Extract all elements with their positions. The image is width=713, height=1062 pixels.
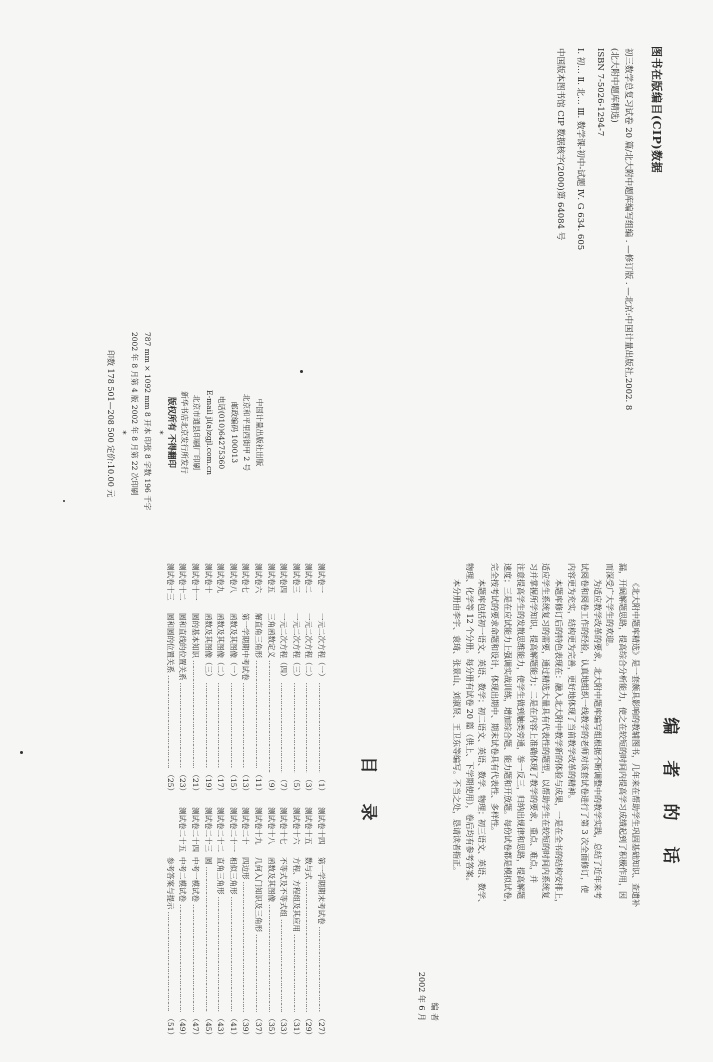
toc-entry bbox=[239, 563, 252, 795]
toc-entry-page: （41） bbox=[228, 1014, 238, 1039]
toc-leader-dots bbox=[201, 867, 214, 1013]
toc-entry bbox=[264, 807, 277, 1039]
preface-line: 本题库包括初一语文、英语、数学；初二语文、英语、数学、物理；初三语文、英语、数学、 bbox=[477, 579, 487, 907]
toc-entry-page: （11） bbox=[254, 770, 264, 795]
toc-entry-number: 测试卷十九 bbox=[254, 807, 264, 845]
preface-line: 而深受广大学生的欢迎。 bbox=[605, 563, 615, 651]
toc-entry bbox=[188, 807, 201, 1039]
imprint-line: 电话(010)64275360 bbox=[217, 395, 227, 470]
toc-entry bbox=[226, 563, 239, 795]
preface-line: 本分册由李宇、袁琦、张景山、刘淑贤、王卫东等编写。不当之处，恳请读者指正。 bbox=[451, 579, 461, 875]
toc-leader-dots bbox=[163, 912, 176, 1013]
toc-entry-page: （15） bbox=[228, 770, 238, 795]
toc-entry-number: 测试卷二 bbox=[304, 563, 314, 593]
toc-leader-dots bbox=[264, 660, 277, 773]
cip-line: 中国版本图书馆 CIP 数据核字(2000)第 64084 号 bbox=[555, 48, 565, 241]
separator-star: * bbox=[155, 430, 164, 435]
toc-leader-dots bbox=[289, 683, 302, 774]
preface-line: 习并掌握所学知识，提高解题能力；二是在内容上准确体现了教学的要求，重点、难点，并 bbox=[528, 563, 538, 883]
toc-entry-number: 测试卷十 bbox=[203, 563, 213, 593]
toc-entry-page: （31） bbox=[291, 1014, 301, 1039]
preface-toc-page bbox=[0, 545, 713, 1062]
toc-entry bbox=[201, 807, 214, 1039]
toc-entry bbox=[176, 563, 189, 795]
preface-line: 速度；三是在应试能力上强调实战训练，增加综合题、能力题和开放题。每份试卷都是模拟试卷， bbox=[503, 563, 513, 907]
toc-entry-page: （7） bbox=[279, 775, 289, 795]
toc-leader-dots bbox=[239, 882, 252, 1013]
preface-title: 编者的话 bbox=[660, 717, 680, 890]
toc-entry-number: 测试卷十五 bbox=[304, 807, 314, 845]
toc-entry-number: 测试卷十七 bbox=[279, 807, 289, 845]
toc-entry-title: 方程、方程组及其应用 bbox=[291, 857, 301, 932]
toc-entry-number: 测试卷二十三 bbox=[203, 807, 213, 852]
preface-body bbox=[415, 563, 641, 1035]
toc-leader-dots bbox=[314, 927, 327, 1013]
scan-speck bbox=[300, 370, 303, 373]
toc-column-right bbox=[163, 807, 327, 1039]
toc-entry bbox=[163, 563, 176, 795]
toc-entry-title: 一元二次方程（四） bbox=[279, 613, 289, 681]
preface-line: 为适应教学改革的要求，北大附中题库编写组根据不断调整中的教学实践，总结了近年来考 bbox=[592, 579, 602, 899]
toc-entry-number: 测试卷九 bbox=[216, 563, 226, 593]
preface-line: 试阅卷和阅卷工作的经验，认真地组织一线教学的老师对该套试卷进行了第 3 次全面修订，使 bbox=[579, 563, 589, 894]
imprint-block bbox=[104, 330, 266, 535]
preface-line: 本题库修订后的特色表现在：融入北大附中教学新的体验与成果，一是在全书的结构安排上， bbox=[554, 579, 564, 907]
rights-notice: 版权所有 不得翻印 bbox=[166, 397, 177, 468]
toc-entry bbox=[176, 807, 189, 1039]
toc-entry-title: 圆的基本知识 bbox=[191, 613, 201, 658]
imprint-line: E-mail jl(a)zgjl.com.cn bbox=[205, 389, 214, 476]
toc-entry-page: （21） bbox=[191, 770, 201, 795]
toc-entry-title: 不等式及不等式组 bbox=[279, 857, 289, 917]
toc-entry bbox=[302, 563, 315, 795]
toc-entry-page: （35） bbox=[266, 1014, 276, 1039]
cip-heading: 图书在版编目(CIP)数据 bbox=[650, 46, 663, 174]
toc-entry-number: 测试卷四 bbox=[279, 563, 289, 593]
toc-entry bbox=[163, 807, 176, 1039]
toc-leader-dots bbox=[214, 897, 227, 1013]
cip-line: 初三数学总复习试卷 20 篇/北大附中题库编写组编 . —修订版 . —北京:中国计量出版社,2002. 8 bbox=[623, 48, 633, 411]
toc-entry-title: 中考二模试卷 bbox=[178, 857, 188, 902]
toc-entry-title: 中考一模试卷 bbox=[191, 857, 201, 902]
toc-entry-number: 测试卷十二 bbox=[178, 563, 188, 601]
imprint-line: 新华书店北京发行所发行 bbox=[180, 391, 189, 474]
toc-leader-dots bbox=[214, 683, 227, 769]
imprint-line: 邮政编码 100013 bbox=[230, 401, 239, 463]
toc-entry-title: 直角三角形 bbox=[216, 857, 226, 895]
toc-entry-number: 测试卷十三 bbox=[165, 563, 175, 601]
imprint-line: 中国计量出版社出版 bbox=[255, 398, 264, 467]
imprint-line: 北京市通县印刷厂印刷 bbox=[192, 395, 202, 470]
toc-entry-number: 测试卷十一 bbox=[191, 563, 201, 601]
toc-entry bbox=[214, 563, 227, 795]
preface-signature: 编 者 bbox=[430, 1002, 440, 1021]
toc-entry-number: 测试卷十八 bbox=[266, 807, 276, 845]
toc-entry-page: （23） bbox=[178, 770, 188, 795]
toc-entry bbox=[302, 807, 315, 1039]
toc-leader-dots bbox=[277, 919, 290, 1012]
toc-leader-dots bbox=[239, 683, 252, 769]
toc-entry-page: （37） bbox=[254, 1014, 264, 1039]
toc-title: 目录 bbox=[358, 756, 378, 851]
toc-entry-number: 测试卷二十四 bbox=[191, 807, 201, 852]
toc-entry-title: 函数及其图像 bbox=[266, 857, 276, 902]
toc-entry-number: 测试卷二十五 bbox=[178, 807, 188, 852]
toc-entry-title: 数与式 bbox=[304, 857, 314, 880]
toc-entry-number: 测试卷十六 bbox=[291, 807, 301, 845]
toc-entry-title: 四边形 bbox=[241, 857, 251, 880]
toc-entry-page: （49） bbox=[178, 1014, 188, 1039]
toc-leader-dots bbox=[251, 660, 264, 768]
cip-line: ISBN 7-5026-1294-7 bbox=[595, 48, 605, 137]
toc-entry-page: （3） bbox=[304, 775, 314, 795]
toc-entry-number: 测试卷五 bbox=[266, 563, 276, 593]
scan-speck bbox=[63, 500, 65, 502]
toc-entry-number: 测试卷二十 bbox=[241, 807, 251, 845]
toc-entry bbox=[251, 807, 264, 1039]
toc-entry-title: 解直角三角形 bbox=[254, 613, 264, 658]
toc-leader-dots bbox=[277, 683, 290, 774]
toc-entry-number: 测试卷二十二 bbox=[216, 807, 226, 852]
toc-entry-page: （45） bbox=[203, 1014, 213, 1039]
preface-line: 适应学生系统复习的需要，通过精选大量具有代表性的题型，以帮助学生在较短的时间内系统复 bbox=[541, 563, 551, 899]
toc-entry-title: 圆和直线的位置关系 bbox=[178, 613, 188, 681]
toc-entry-title: 几何入门知识及三角形 bbox=[254, 857, 264, 932]
toc-entry-page: （13） bbox=[241, 770, 251, 795]
toc-entry-title: 三角函数定义 bbox=[266, 613, 276, 658]
toc-entry-title: 函数及其图像（三） bbox=[203, 613, 213, 681]
toc-entry-title: 第一学期期中考试卷 bbox=[241, 613, 251, 681]
preface-line: 完全按考试的要求命题和设计，体现出期中、期末试卷具有代表性、多样性。 bbox=[490, 563, 500, 835]
toc-entry-page: （47） bbox=[191, 1014, 201, 1039]
cip-line: (北大附中题库精选) bbox=[609, 48, 619, 123]
toc-entry-title: 相似三角形 bbox=[228, 857, 238, 895]
toc-entry-number: 测试卷七 bbox=[241, 563, 251, 593]
toc-leader-dots bbox=[176, 904, 189, 1012]
toc-leader-dots bbox=[226, 897, 239, 1013]
print-run-price: 印数 178 501—208 500 定价:10.00 元 bbox=[106, 350, 115, 498]
toc-entry-page: （27） bbox=[317, 1014, 326, 1039]
preface-line: 漏，开阔解题思路，提高综合分析能力，使之在较短的时间内提高学习成绩起到了积极作用，因 bbox=[618, 563, 628, 899]
toc-entry-title: 第一学期期末考试卷 bbox=[317, 857, 326, 925]
toc-entry-page: （39） bbox=[241, 1014, 251, 1039]
toc-entry-title: 圆和圆的位置关系 bbox=[165, 613, 175, 673]
preface-line: 注意提高学生的发散思维能力，使学生做到触类旁通，举一反三，归纳出规律和思路，提高解题 bbox=[515, 563, 525, 899]
toc-entry-page: （5） bbox=[291, 775, 301, 795]
preface-line: 物理、化学等 12 个分册。每分册有试卷 20 篇（供上、下学期使用），卷后均有参考答案。 bbox=[464, 563, 474, 886]
toc-leader-dots bbox=[176, 683, 189, 769]
toc-entry bbox=[289, 807, 302, 1039]
toc-entry-page: （1） bbox=[317, 775, 326, 795]
cip-block bbox=[553, 48, 635, 488]
toc-leader-dots bbox=[163, 675, 176, 768]
toc-leader-dots bbox=[314, 683, 327, 774]
toc-entry-number bbox=[163, 807, 176, 857]
toc-leader-dots bbox=[188, 660, 201, 768]
imprint-line: 北京和平里西街甲 2 号 bbox=[242, 393, 252, 472]
separator-star: * bbox=[118, 430, 127, 435]
toc-leader-dots bbox=[302, 882, 315, 1013]
toc-leader-dots bbox=[264, 904, 277, 1012]
toc-entry-page: （9） bbox=[266, 775, 276, 795]
toc-entry bbox=[201, 563, 214, 795]
toc-leader-dots bbox=[289, 934, 302, 1012]
toc-entry bbox=[277, 807, 290, 1039]
toc-entry-title: 圆 bbox=[203, 857, 213, 865]
toc-entry-number: 测试卷三 bbox=[291, 563, 301, 593]
toc-entry-title: 一元二次方程（一） bbox=[317, 613, 326, 681]
toc-entry-title: 一元二次方程（二） bbox=[304, 613, 314, 681]
toc-entry-number: 测试卷二十一 bbox=[228, 807, 238, 852]
toc-entry-page: （51） bbox=[165, 1014, 175, 1039]
toc-entry-number: 测试卷一 bbox=[317, 563, 326, 593]
toc-entry-title: 参考答案与提示 bbox=[165, 857, 175, 910]
toc-entry bbox=[289, 563, 302, 795]
edition-spec: 2002 年 8 月第 4 版 2002 年 8 月第 22 次印刷 bbox=[130, 332, 140, 496]
toc-entry bbox=[188, 563, 201, 795]
toc-leader-dots bbox=[188, 904, 201, 1012]
toc-entry-title: 函数及其图像（二） bbox=[216, 613, 226, 681]
toc-entry-page: （17） bbox=[216, 770, 226, 795]
toc-entry-page: （43） bbox=[216, 1014, 226, 1039]
toc-leader-dots bbox=[226, 683, 239, 769]
toc-entry-number: 测试卷十四 bbox=[317, 807, 326, 845]
toc-entry-title: 函数及其图像（一） bbox=[228, 613, 238, 681]
toc-column-left bbox=[163, 563, 327, 795]
toc-entry bbox=[314, 807, 327, 1039]
toc-entry bbox=[277, 563, 290, 795]
toc-entry-number: 测试卷六 bbox=[254, 563, 264, 593]
preface-date: 2002 年 6 月 bbox=[417, 971, 427, 1021]
toc-entry-title: 一元二次方程（三） bbox=[291, 613, 301, 681]
toc-entry bbox=[264, 563, 277, 795]
toc-entry-page: （29） bbox=[304, 1014, 314, 1039]
preface-line: 《北大附中题库精选》是一套颇具影响的教辅图书，几年来在帮助学生巩固基础知识、查遗补 bbox=[631, 579, 640, 907]
copyright-page bbox=[0, 0, 713, 525]
toc-entry bbox=[251, 563, 264, 795]
preface-line: 内容更为充实，结构更为完善，更好地体现了当前教学改革的精神。 bbox=[567, 563, 577, 803]
toc-entry-page: （25） bbox=[165, 770, 175, 795]
toc-entry-number: 测试卷八 bbox=[228, 563, 238, 593]
toc-entry bbox=[239, 807, 252, 1039]
toc-entry-page: （19） bbox=[203, 770, 213, 795]
toc-leader-dots bbox=[201, 683, 214, 769]
scan-speck bbox=[20, 751, 23, 754]
toc-entry bbox=[314, 563, 327, 795]
toc-entry bbox=[226, 807, 239, 1039]
toc-entry-page: （33） bbox=[279, 1014, 289, 1039]
toc-entry bbox=[214, 807, 227, 1039]
toc-leader-dots bbox=[251, 934, 264, 1012]
format-spec: 787 mm × 1092 mm 8 开本 印张 8 字数 196 千字 bbox=[143, 332, 152, 511]
cip-line: Ⅰ. 初… Ⅱ. 北… Ⅲ. 数学课-初中-试题 Ⅳ. G 634. 605 bbox=[575, 48, 585, 251]
toc-leader-dots bbox=[302, 683, 315, 774]
